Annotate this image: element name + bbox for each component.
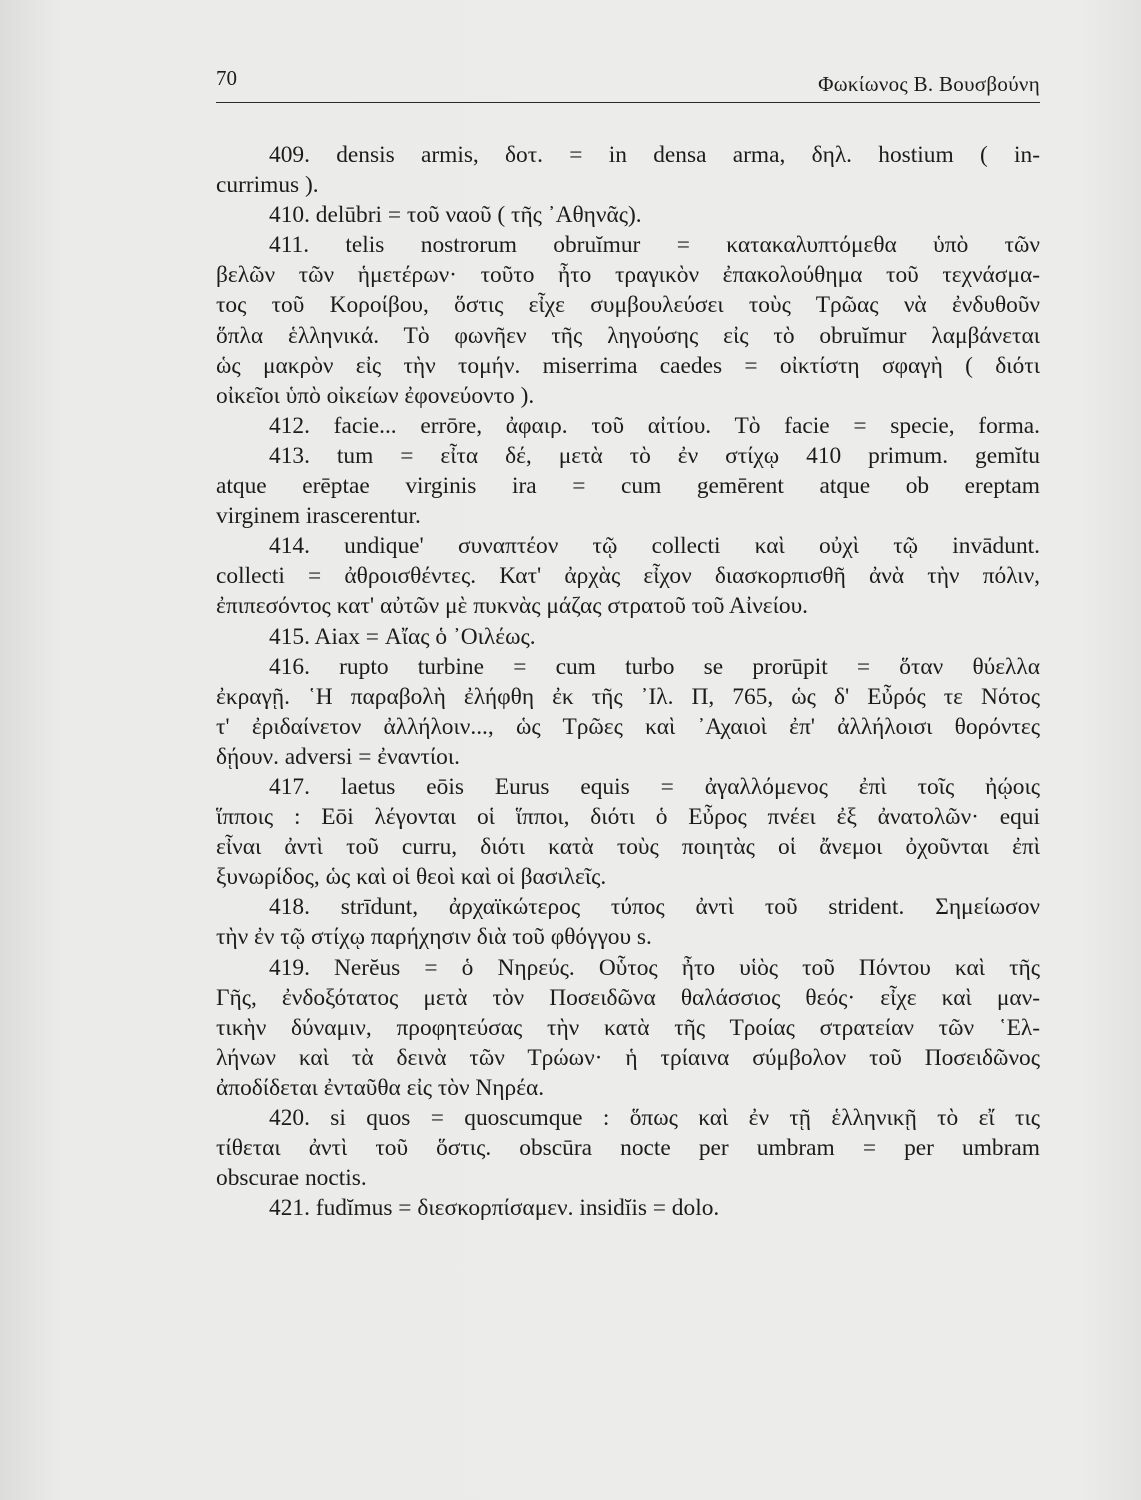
text-line: 411. telis nostrorum obruĭmur = κατακαλυπτόμεθα ὑπὸ τῶν — [269, 232, 1040, 259]
text-line: εἶναι ἀντὶ τοῦ curru, διότι κατὰ τοὺς ποιητὰς οἱ ἄνεμοι ὀχοῦνται ἐπὶ — [216, 834, 1040, 861]
text-line: ἐπιπεσόντος κατ' αὐτῶν μὲ πυκνὰς μάζας στρατοῦ τοῦ Αἰνείου. — [216, 593, 809, 620]
text-line: 412. facie... errōre, ἀφαιρ. τοῦ αἰτίου. Τὸ facie = specie, forma. — [269, 412, 1040, 439]
text-line: 417. laetus eōis Eurus equis = ἀγαλλόμενος ἐπὶ τοῖς ἠῴοις — [269, 773, 1040, 800]
text-line: atque erēptae virginis ira = cum gemērent atque ob ereptam — [216, 473, 1040, 500]
text-line: 414. undique' συναπτέον τῷ collecti καὶ οὐχὶ τῷ invādunt. — [269, 533, 1040, 560]
text-line: 410. delūbri = τοῦ ναοῦ ( τῆς ᾿Αθηνᾶς). — [269, 202, 642, 229]
running-title: Φωκίωνος Β. Βουσβούνη — [818, 72, 1040, 96]
text-line: 419. Nerĕus = ὁ Νηρεύς. Οὗτος ἦτο υἱὸς τοῦ Πόντου καὶ τῆς — [269, 954, 1040, 981]
text-line: ὡς μακρὸν εἰς τὴν τομήν. miserrima caedes = οἰκτίστη σφαγὴ ( διότι — [216, 352, 1040, 379]
text-line: ἀποδίδεται ἐνταῦθα εἰς τὸν Νηρέα. — [216, 1074, 545, 1101]
text-line: τίθεται ἀντὶ τοῦ ὅστις. obscūra nocte per umbram = per umbram — [216, 1135, 1040, 1162]
text-line: 420. si quos = quoscumque : ὅπως καὶ ἐν τῇ ἑλληνικῇ τὸ εἴ τις — [269, 1105, 1040, 1131]
text-line: obscurae noctis. — [216, 1165, 367, 1192]
text-line: ἐκραγῇ. ῾Η παραβολὴ ἐλήφθη ἐκ τῆς ᾿Ιλ. Π, 765, ὡς δ' Εὖρός τε Νότος — [216, 683, 1040, 710]
text-line: τος τοῦ Κοροίβου, ὅστις εἶχε συμβουλεύσει τοὺς Τρῶας νὰ ἐνδυθοῦν — [216, 292, 1040, 319]
text-line: 409. densis armis, δοτ. = in densa arma, δηλ. hostium ( in- — [269, 142, 1040, 168]
text-line: 413. tum = εἶτα δέ, μετὰ τὸ ἐν στίχῳ 410 primum. gemĭtu — [269, 442, 1040, 469]
commentary-body — [216, 140, 1040, 1223]
text-line: 421. fudĭmus = διεσκορπίσαμεν. insidĭis = dolo. — [269, 1195, 720, 1222]
running-head — [216, 66, 1040, 103]
text-line: collecti = ἀθροισθέντες. Κατ' ἀρχὰς εἶχον διασκορπισθῆ ἀνὰ τὴν πόλιν, — [216, 563, 1040, 590]
text-line: ξυνωρίδος, ὡς καὶ οἱ θεοὶ καὶ οἱ βασιλεῖς. — [216, 864, 607, 891]
text-line: τικὴν δύναμιν, προφητεύσας τὴν κατὰ τῆς Τροίας στρατείαν τῶν ῾Ελ- — [216, 1014, 1040, 1041]
text-line: virginem irascerentur. — [216, 503, 421, 530]
text-line: οἰκεῖοι ὑπὸ οἰκείων ἐφονεύοντο ). — [216, 382, 535, 409]
text-line: ἵπποις : Eōi λέγονται οἱ ἵπποι, διότι ὁ Εὖρος πνέει ἐξ ἀνατολῶν· equi — [216, 804, 1040, 831]
text-line: currimus ). — [216, 172, 319, 199]
text-line: 415. Aiax = Αἴας ὁ ᾿Οιλέως. — [269, 623, 536, 650]
text-line: λήνων καὶ τὰ δεινὰ τῶν Τρώων· ἡ τρίαινα σύμβολον τοῦ Ποσειδῶνος — [216, 1044, 1040, 1071]
text-line: βελῶν τῶν ἡμετέρων· τοῦτο ἦτο τραγικὸν ἐπακολούθημα τοῦ τεχνάσμα- — [216, 262, 1040, 289]
page-number: 70 — [216, 66, 237, 90]
text-line: 418. strīdunt, ἀρχαϊκώτερος τύπος ἀντὶ τοῦ strident. Σημείωσον — [269, 894, 1040, 921]
text-line: ὅπλα ἑλληνικά. Τὸ φωνῆεν τῆς ληγούσης εἰς τὸ obruĭmur λαμβάνεται — [216, 322, 1040, 349]
text-line: τ' ἐριδαίνετον ἀλλήλοιν..., ὡς Τρῶες καὶ ᾿Αχαιοὶ ἐπ' ἀλλήλοισι θορόντες — [216, 713, 1040, 740]
text-line: 416. rupto turbine = cum turbo se prorūpit = ὅταν θύελλα — [269, 653, 1040, 680]
text-line: Γῆς, ἐνδοξότατος μετὰ τὸν Ποσειδῶνα θαλάσσιος θεός· εἶχε καὶ μαν- — [216, 984, 1040, 1011]
text-line: δῄουν. adversi = ἐναντίοι. — [216, 743, 460, 770]
text-line: τὴν ἐν τῷ στίχῳ παρήχησιν διὰ τοῦ φθόγγου s. — [216, 924, 652, 951]
